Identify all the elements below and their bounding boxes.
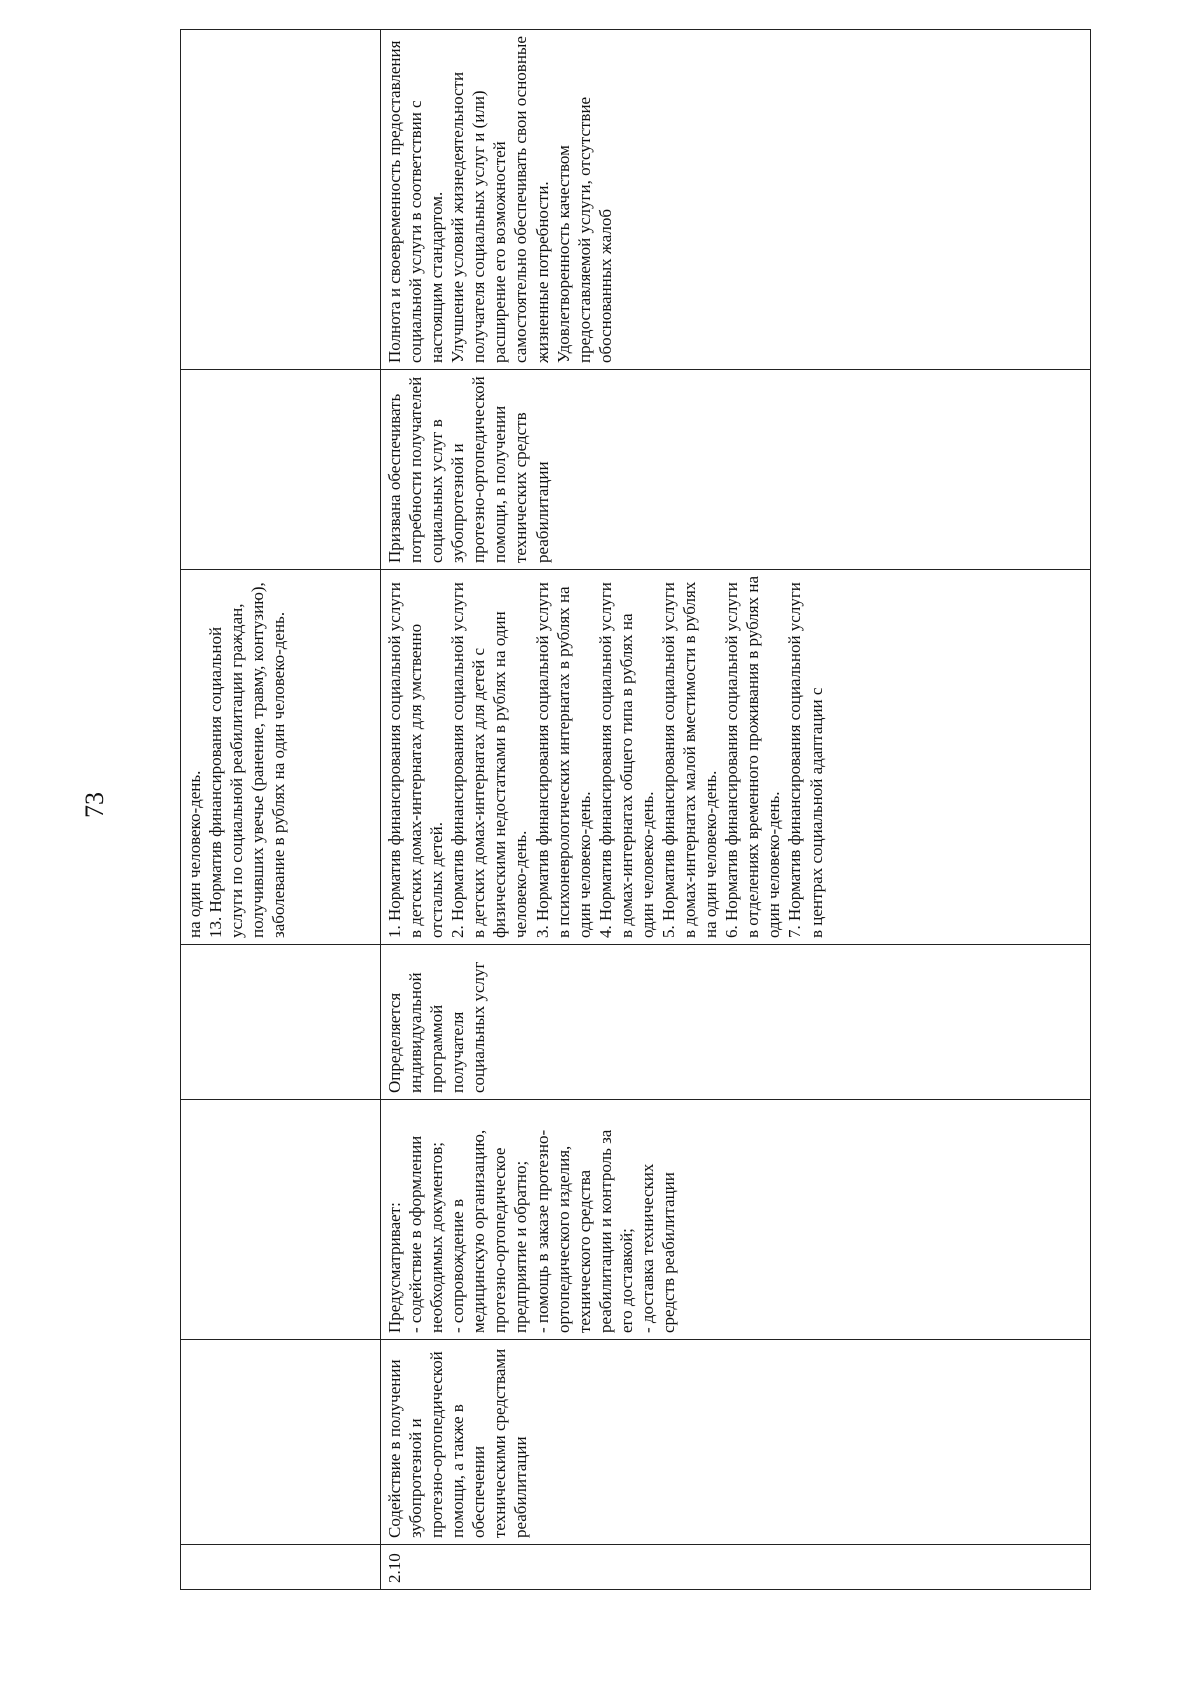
- services-table-rotated: [180, 30, 1090, 1590]
- page-number: 73: [80, 792, 109, 818]
- cell-indicators: Полнота и своевременность предоставления социальной услуги в соответствии с настоящим стандартом. Улучшение условий жизнедеятельности получателя социальных услуг и (или) расширение его возможностей самостоятельно обеспечивать свои основные жизненные потребности. Удовлетворенность качеством предоставляемой услуги, отсутствие обоснованных жалоб: [381, 30, 1091, 370]
- cell-num: [181, 1545, 381, 1590]
- cell-norms: на один человеко-день. 13. Норматив финансирования социальной услуги по социальной реабилитации граждан, получивших увечье (ранение, травму, контузию), заболевание в рублях на один человеко-день.: [181, 570, 381, 945]
- cell-conditions: Призвана обеспечивать потребности получателей социальных услуг в зубопротезной и протезно-ортопедической помощи, в получении технических средств реабилитации: [381, 370, 1091, 570]
- table-row-2-10: [381, 30, 1091, 1590]
- cell-volume: Определяется индивидуальной программой получателя социальных услуг: [381, 945, 1091, 1100]
- cell-name: [181, 1340, 381, 1545]
- services-table: [180, 29, 1091, 1590]
- cell-name: Содействие в получении зубопротезной и протезно-ортопедической помощи, а также в обеспечении техническими средствами реабилитации: [381, 1340, 1091, 1545]
- cell-conditions: [181, 370, 381, 570]
- cell-description: Предусматривает: - содействие в оформлении необходимых документов; - сопровождение в медицинскую организацию, протезно-ортопедическое предприятие и обратно; - помощь в заказе протезно-ортопедического изделия, технического средства реабилитации и контроль за его доставкой; - доставка технических средств реабилитации: [381, 1100, 1091, 1340]
- cell-description: [181, 1100, 381, 1340]
- cell-num: 2.10: [381, 1545, 1091, 1590]
- cell-indicators: [181, 30, 381, 370]
- table-row-continuation: [181, 30, 381, 1590]
- cell-volume: [181, 945, 381, 1100]
- cell-norms: 1. Норматив финансирования социальной услуги в детских домах-интернатах для умственно отсталых детей. 2. Норматив финансирования социальной услуги в детских домах-интернатах для детей с физическими недостатками в рублях на один человеко-день. 3. Норматив финансирования социальной услуги в психоневрологических интернатах в рублях на один человеко-день. 4. Норматив финансирования социальной услуги в домах-интернатах общего типа в рублях на один человеко-день. 5. Норматив финансирования социальной услуги в домах-интернатах малой вместимости в рублях на один человеко-день. 6. Норматив финансирования социальной услуги в отделениях временного проживания в рублях на один человеко-день. 7. Норматив финансирования социальной услуги в центрах социальной адаптации с: [381, 570, 1091, 945]
